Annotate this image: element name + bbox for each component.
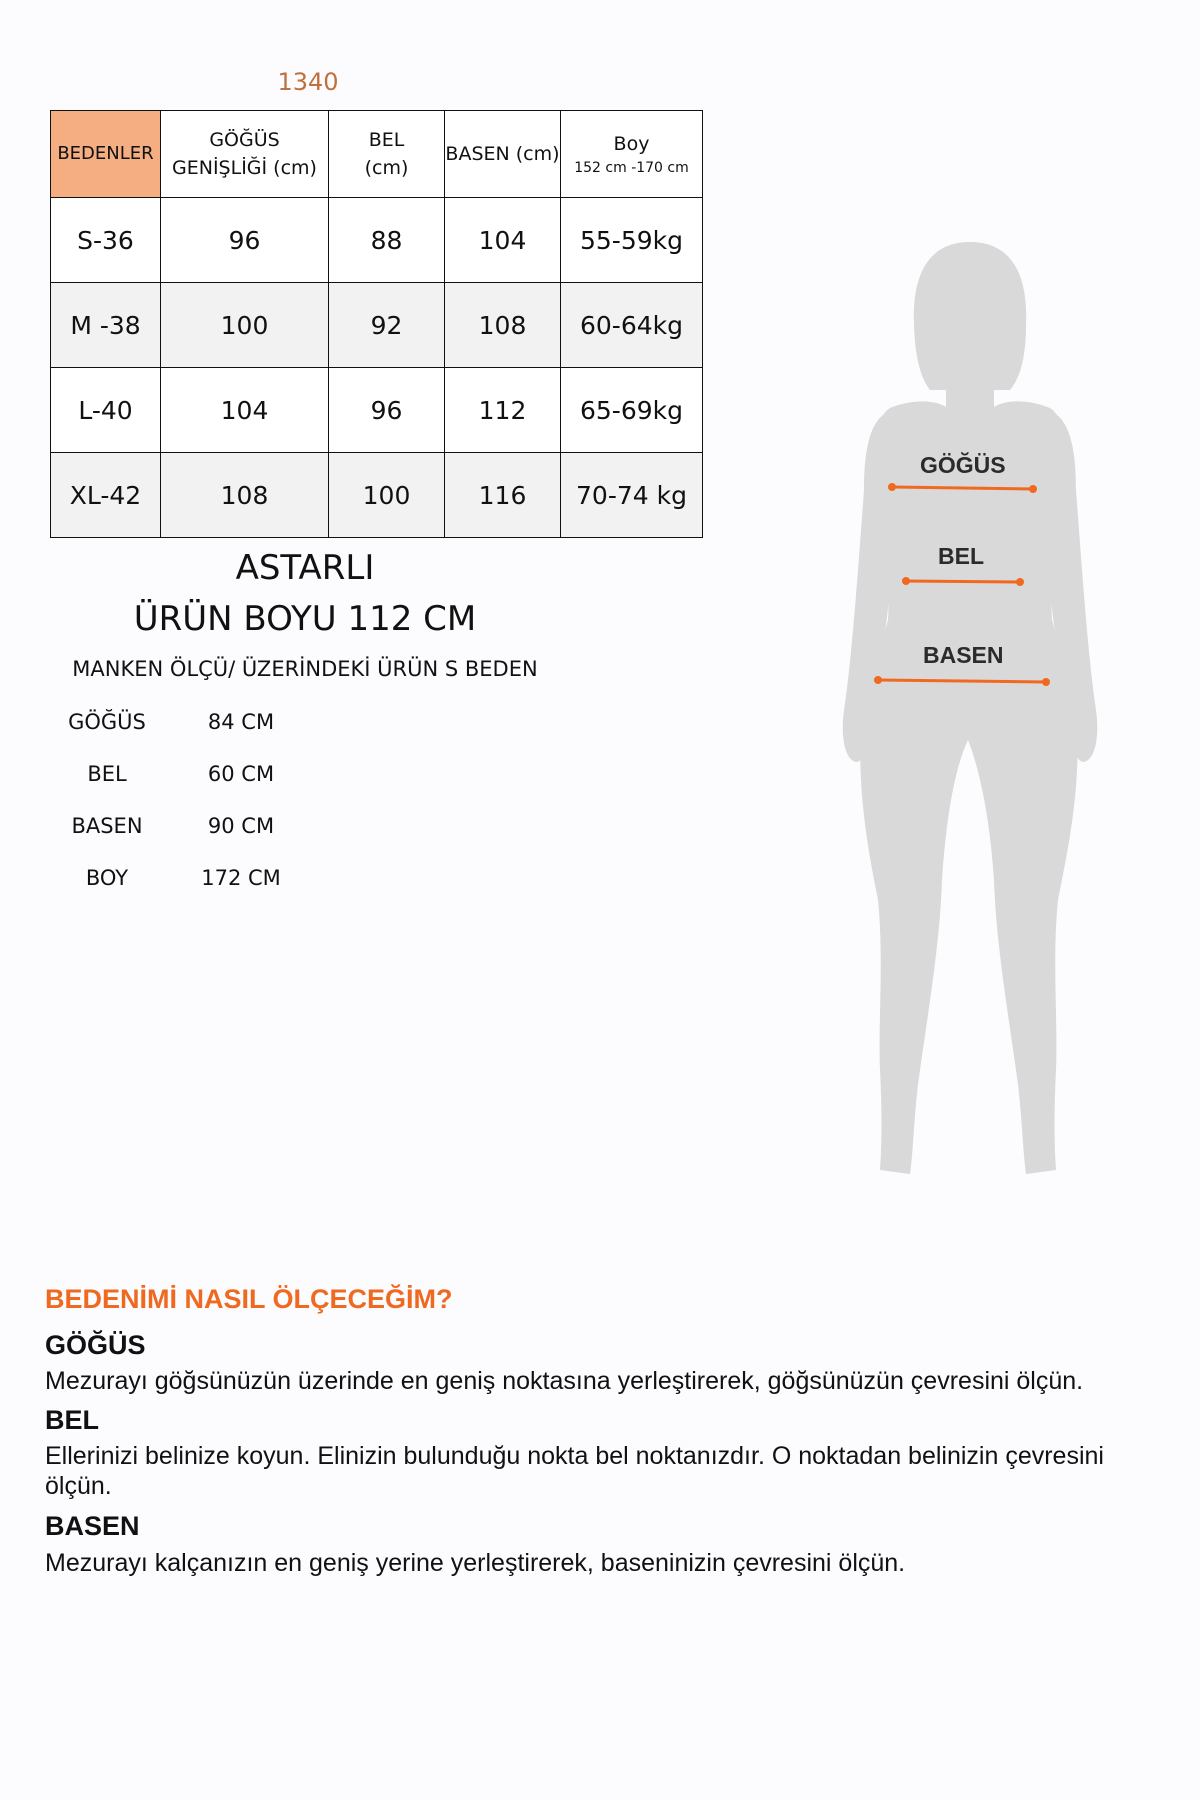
model-label: BEL [87, 762, 127, 786]
header-height-label: Boy [613, 133, 650, 155]
model-label: BOY [85, 866, 129, 890]
cell-hip: 116 [445, 453, 561, 538]
model-row-bust [52, 710, 292, 740]
cell-bust: 108 [161, 453, 329, 538]
cell-size: L-40 [51, 368, 161, 453]
guide-heading-bust: GÖĞÜS [45, 1330, 146, 1360]
body-measurement-figure [830, 240, 1100, 1180]
model-label: GÖĞÜS [68, 710, 146, 734]
cell-weight: 55-59kg [561, 198, 703, 283]
cell-waist: 92 [329, 283, 445, 368]
figure-label-waist: BEL [938, 543, 984, 569]
guide-title: BEDENİMİ NASIL ÖLÇECEĞİM? [45, 1284, 453, 1314]
table-row [51, 368, 703, 453]
model-measurements-title: MANKEN ÖLÇÜ/ ÜZERİNDEKİ ÜRÜN S BEDEN [72, 657, 538, 681]
model-row-hip [52, 814, 292, 844]
guide-text-waist: Ellerinizi belinize koyun. Elinizin bulunduğu nokta bel noktanızdır. O noktadan belinizin çevresini ölçün. [45, 1442, 1104, 1500]
cell-hip: 104 [445, 198, 561, 283]
header-waist [329, 111, 445, 198]
model-value: 172 CM [201, 866, 281, 890]
guide-text-bust: Mezurayı göğsünüzün üzerinde en geniş noktasına yerleştirerek, göğsünüzün çevresini ölçün. [45, 1367, 1084, 1395]
header-bust-label: GÖĞÜS [209, 129, 280, 151]
header-bust [161, 111, 329, 198]
waist-measure-line [906, 581, 1020, 582]
header-sizes-label: BEDENLER [57, 143, 154, 164]
cell-bust: 100 [161, 283, 329, 368]
table-row [51, 198, 703, 283]
guide-heading-hip: BASEN [45, 1511, 140, 1541]
model-value: 84 CM [207, 710, 275, 734]
cell-size: XL-42 [51, 453, 161, 538]
cell-weight: 70-74 kg [561, 453, 703, 538]
lining-note: ASTARLI [235, 548, 375, 588]
header-height [561, 111, 703, 198]
model-row-waist [52, 762, 292, 792]
header-sizes [51, 111, 161, 198]
cell-size: M -38 [51, 283, 161, 368]
cell-bust: 96 [161, 198, 329, 283]
hip-measure-line [878, 680, 1046, 682]
cell-waist: 88 [329, 198, 445, 283]
guide-heading-waist: BEL [45, 1405, 99, 1435]
model-label: BASEN [71, 814, 143, 838]
bust-measure-line [892, 487, 1033, 489]
model-value: 90 CM [207, 814, 275, 838]
cell-hip: 112 [445, 368, 561, 453]
cell-size: S-36 [51, 198, 161, 283]
table-row [51, 283, 703, 368]
cell-weight: 60-64kg [561, 283, 703, 368]
size-table-header-row [51, 111, 703, 198]
model-value: 60 CM [207, 762, 275, 786]
size-table [50, 110, 703, 538]
header-hip [445, 111, 561, 198]
cell-weight: 65-69kg [561, 368, 703, 453]
cell-bust: 104 [161, 368, 329, 453]
header-height-range: 152 cm -170 cm [574, 160, 689, 176]
header-hip-label: BASEN (cm) [445, 143, 560, 165]
guide-text-hip: Mezurayı kalçanızın en geniş yerine yerleştirerek, baseninizin çevresini ölçün. [45, 1549, 906, 1577]
cell-waist: 96 [329, 368, 445, 453]
cell-hip: 108 [445, 283, 561, 368]
table-row [51, 453, 703, 538]
body-silhouette [830, 240, 1100, 1180]
product-code: 1340 [277, 68, 339, 96]
figure-label-bust: GÖĞÜS [920, 452, 1006, 478]
header-bust-unit: GENİŞLİĞİ (cm) [172, 157, 317, 179]
header-waist-unit: (cm) [364, 157, 409, 179]
figure-label-hip: BASEN [923, 642, 1004, 668]
header-waist-label: BEL [368, 129, 405, 151]
cell-waist: 100 [329, 453, 445, 538]
model-row-height [52, 866, 292, 896]
product-length: ÜRÜN BOYU 112 CM [133, 599, 477, 639]
